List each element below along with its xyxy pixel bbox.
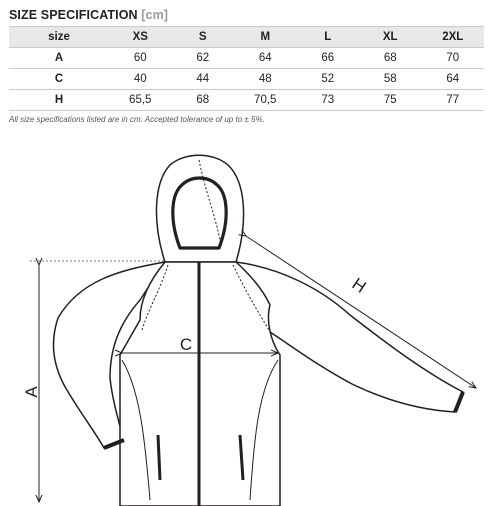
table-cell: 64 bbox=[422, 69, 485, 90]
header-cell-m: M bbox=[234, 27, 297, 48]
size-specification-title bbox=[9, 8, 168, 22]
table-header-row bbox=[9, 27, 484, 48]
table-cell: 70 bbox=[422, 48, 485, 69]
table-row bbox=[9, 69, 484, 90]
table-cell: 75 bbox=[359, 90, 422, 111]
row-label: A bbox=[9, 48, 109, 69]
hood-opening bbox=[173, 178, 226, 248]
table-cell: 68 bbox=[359, 48, 422, 69]
table-row bbox=[9, 90, 484, 111]
label-a: A bbox=[22, 386, 41, 398]
row-label: H bbox=[9, 90, 109, 111]
table-cell: 62 bbox=[172, 48, 235, 69]
tolerance-note: All size specifications listed are in cm. Accepted tolerance of up to ± 5%. bbox=[9, 115, 265, 124]
table-cell: 73 bbox=[297, 90, 360, 111]
table-cell: 64 bbox=[234, 48, 297, 69]
table-cell: 52 bbox=[297, 69, 360, 90]
header-cell-s: S bbox=[172, 27, 235, 48]
table-cell: 70,5 bbox=[234, 90, 297, 111]
label-c: C bbox=[179, 335, 193, 354]
table-cell: 58 bbox=[359, 69, 422, 90]
header-cell-size: size bbox=[9, 27, 109, 48]
header-cell-xl: XL bbox=[359, 27, 422, 48]
size-table bbox=[9, 26, 484, 111]
table-cell: 66 bbox=[297, 48, 360, 69]
table-cell: 44 bbox=[172, 69, 235, 90]
title-unit: [cm] bbox=[141, 8, 169, 22]
table-cell: 48 bbox=[234, 69, 297, 90]
hoodie-technical-drawing bbox=[0, 150, 492, 506]
table-cell: 65,5 bbox=[109, 90, 172, 111]
pocket-left bbox=[158, 435, 160, 480]
title-text: SIZE SPECIFICATION bbox=[9, 8, 138, 22]
row-label: C bbox=[9, 69, 109, 90]
header-cell-2xl: 2XL bbox=[422, 27, 485, 48]
hoodie-outline bbox=[54, 155, 463, 506]
table-cell: 40 bbox=[109, 69, 172, 90]
table-row bbox=[9, 48, 484, 69]
header-cell-l: L bbox=[297, 27, 360, 48]
table-cell: 77 bbox=[422, 90, 485, 111]
label-h: H bbox=[348, 274, 370, 297]
header-cell-xs: XS bbox=[109, 27, 172, 48]
table-cell: 68 bbox=[172, 90, 235, 111]
table-cell: 60 bbox=[109, 48, 172, 69]
